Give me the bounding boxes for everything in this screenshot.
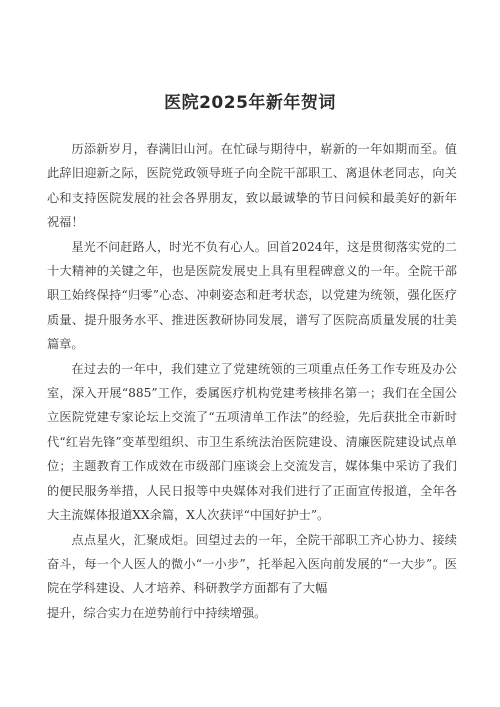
paragraph-progress-continued: 提升，综合实力在逆势前行中持续增强。	[47, 605, 267, 620]
document-title: 医院2025年新年贺词	[164, 93, 336, 113]
paragraph-greeting: 历添新岁月，春满旧山河。在忙碌与期待中，崭新的一年如期而至。值此辞旧迎新之际，医院党政领导班子向全院干部职工、离退休老同志，向关心和支持医院发展的社会各界朋友，致以最诚挚的节日问候和最美好的新年祝福！	[47, 142, 457, 230]
paragraph-achievements: 在过去的一年中，我们建立了党建统领的三项重点任务工作专班及办公室，深入开展“885”工作，委属医疗机构党建考核排名第一；我们在全国公立医院党建专家论坛上交流了“五项清单工作法”的经验，先后获批全市新时代“红岩先锋”变革型组织、市卫生系统法治医院建设、清廉医院建设试点单位；主题教育工作成效在市级部门座谈会上交流发言，媒体集中采访了我们的便民服务举措，人民日报等中央媒体对我们进行了正面宣传报道，全年各大主流媒体报道XX余篇，X人次获评“中国好护士”。	[47, 361, 457, 523]
paragraph-progress: 点点星火，汇聚成炬。回望过去的一年，全院干部职工齐心协力、接续奋斗，每一个人医人的微小“一小步”，托举起入医向前发展的“一大步”。医院在学科建设、人才培养、科研教学方面都有了大幅	[47, 532, 457, 596]
paragraph-review: 星光不问赶路人，时光不负有心人。回首2024年，这是贯彻落实党的二十大精神的关键之年，也是医院发展史上具有里程碑意义的一年。全院干部职工始终保持“归零”心态、冲刺姿态和赶考状态，以党建为统领，强化医疗质量、提升服务水平、推进医教研协同发展，谱写了医院高质量发展的壮美篇章。	[47, 239, 457, 352]
document-body	[47, 137, 457, 625]
